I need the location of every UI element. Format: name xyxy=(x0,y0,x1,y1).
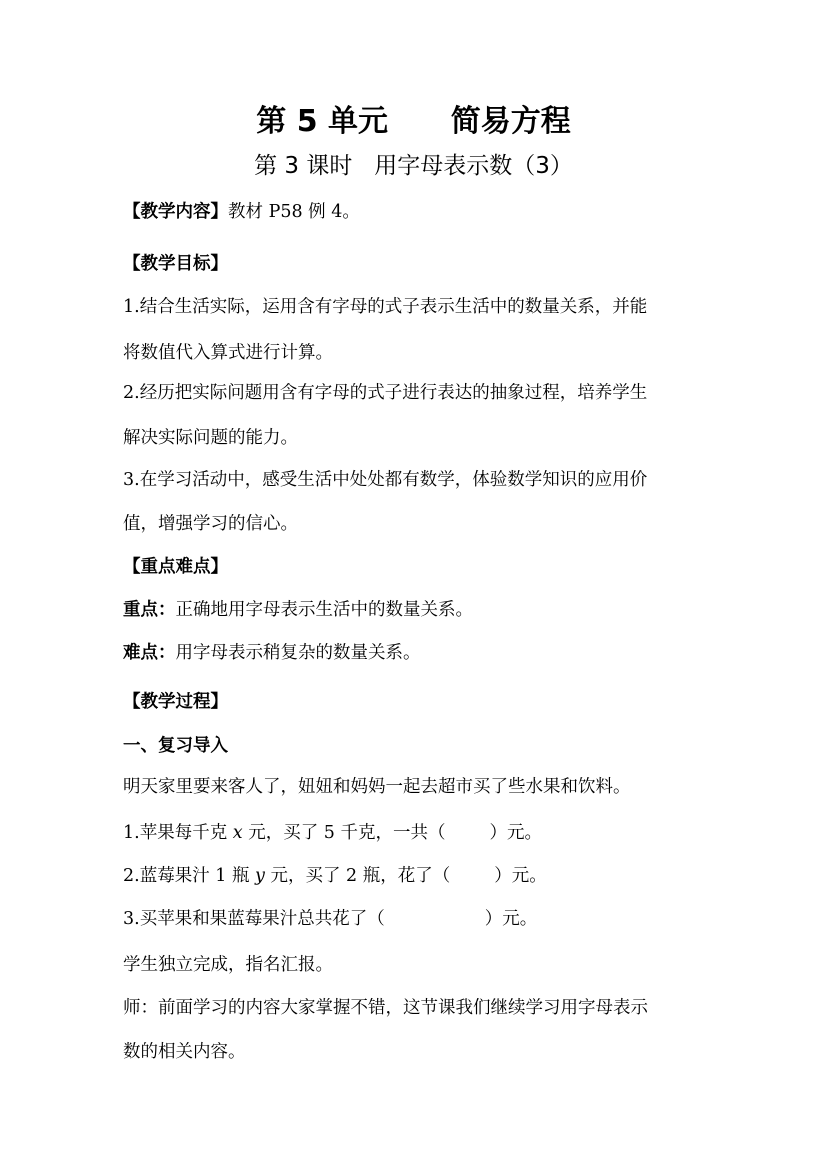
difficult-point-text: 用字母表示稍复杂的数量关系。 xyxy=(175,643,421,663)
question-1 xyxy=(123,819,713,847)
objective-2-line-1: 2.经历把实际问题用含有字母的式子进行表达的抽象过程，培养学生 xyxy=(123,383,648,403)
question-3-part-a: 3.买苹果和果蓝莓果汁总共花了（ xyxy=(123,909,385,929)
variable-x: x xyxy=(232,823,243,843)
key-points-heading: 【重点难点】 xyxy=(123,557,228,577)
teacher-line-1: 师：前面学习的内容大家掌握不错，这节课我们继续学习用字母表示 xyxy=(123,998,648,1018)
intro-text: 明天家里要来客人了，妞妞和妈妈一起去超市买了些水果和饮料。 xyxy=(123,777,631,797)
teacher-line-2: 数的相关内容。 xyxy=(123,1042,246,1062)
key-point-text: 正确地用字母表示生活中的数量关系。 xyxy=(175,600,473,620)
objective-2-line-2: 解决实际问题的能力。 xyxy=(123,428,298,448)
lesson-title: 第 3 课时 用字母表示数（3） xyxy=(254,153,573,179)
question-1-part-a: 1.苹果每千克 xyxy=(123,823,233,843)
difficult-point-label: 难点： xyxy=(123,643,176,663)
question-1-part-c: ）元。 xyxy=(489,823,542,843)
section-1-title: 一、复习导入 xyxy=(123,736,228,756)
question-3 xyxy=(123,905,713,933)
question-1-part-b: 元，买了 5 千克，一共（ xyxy=(242,823,446,843)
question-3-part-c: ）元。 xyxy=(484,909,538,929)
question-2-part-c: ）元。 xyxy=(494,866,547,886)
unit-title: 第 5 单元 简易方程 xyxy=(256,104,571,139)
variable-y: y xyxy=(255,866,265,886)
objective-1-line-2: 将数值代入算式进行计算。 xyxy=(123,343,333,363)
objective-3-line-1: 3.在学习活动中，感受生活中处处都有数学，体验数学知识的应用价 xyxy=(123,470,648,490)
difficult-point-line xyxy=(123,639,713,667)
question-2 xyxy=(123,862,713,890)
student-activity: 学生独立完成，指名汇报。 xyxy=(123,955,333,975)
question-2-part-a: 2.蓝莓果汁 1 瓶 xyxy=(123,866,256,886)
objective-1-line-1: 1.结合生活实际，运用含有字母的式子表示生活中的数量关系，并能 xyxy=(123,297,648,317)
teaching-content-text: 教材 P58 例 4。 xyxy=(228,202,360,222)
teaching-content-line xyxy=(123,198,713,226)
objectives-heading: 【教学目标】 xyxy=(123,254,228,274)
key-point-line xyxy=(123,596,713,624)
process-heading: 【教学过程】 xyxy=(123,692,228,712)
teaching-content-label: 【教学内容】 xyxy=(123,202,228,222)
question-2-part-b: 元，买了 2 瓶，花了（ xyxy=(264,866,451,886)
key-point-label: 重点： xyxy=(123,600,176,620)
objective-3-line-2: 值，增强学习的信心。 xyxy=(123,514,298,534)
